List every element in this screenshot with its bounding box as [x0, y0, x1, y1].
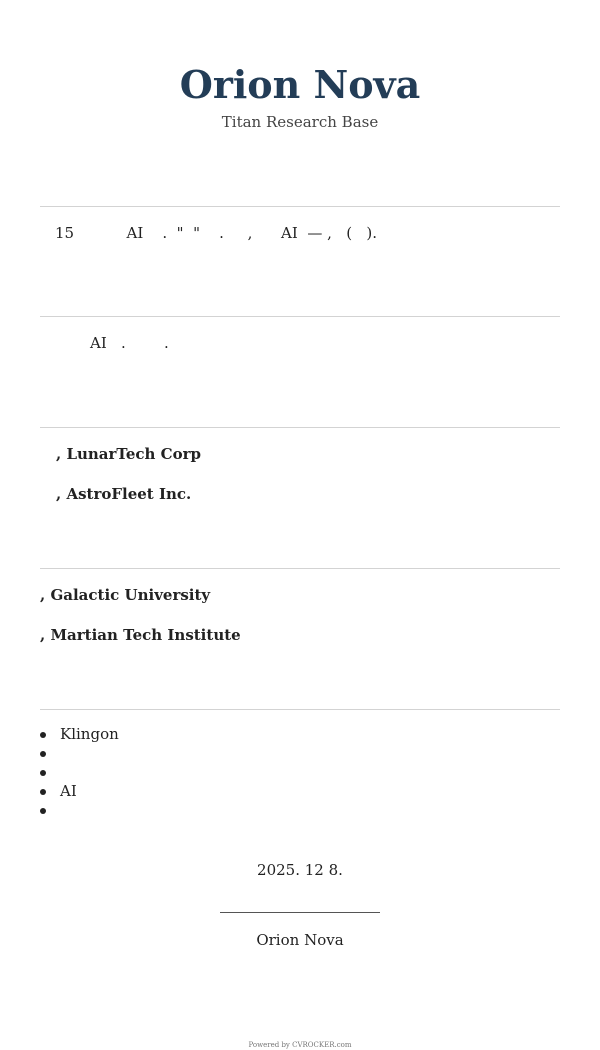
footer-credit: Powered by CVROCKER.com: [248, 1041, 352, 1049]
intro-text: 15 AI . " " . , AI — , ( ).: [55, 224, 377, 242]
skill-item: [40, 801, 119, 820]
skill-item: [40, 763, 119, 782]
bullet-icon: [40, 808, 46, 814]
signature-line: [220, 912, 380, 913]
section-divider: [40, 316, 560, 317]
section-divider: [40, 206, 560, 207]
skills-list: [40, 725, 119, 820]
bullet-icon: [40, 770, 46, 776]
education-item: , Galactic University: [40, 586, 211, 604]
bullet-icon: [40, 789, 46, 795]
education-item: , Martian Tech Institute: [40, 626, 241, 644]
resume-header: [0, 62, 600, 132]
signature-name: Orion Nova: [256, 931, 344, 949]
bullet-icon: [40, 751, 46, 757]
experience-item: , LunarTech Corp: [56, 445, 202, 463]
experience-item: , AstroFleet Inc.: [56, 485, 192, 503]
applicant-name: Orion Nova: [179, 62, 421, 107]
skill-item: [40, 782, 119, 801]
signature-date: 2025. 12 8.: [257, 861, 343, 879]
section-divider: [40, 709, 560, 710]
skill-item: [40, 725, 119, 744]
skill-item: [40, 744, 119, 763]
section-divider: [40, 568, 560, 569]
skill-label: AI: [60, 782, 77, 800]
skill-label: Klingon: [60, 725, 119, 743]
applicant-subtitle: Titan Research Base: [221, 113, 379, 131]
summary-text: AI . .: [90, 334, 169, 352]
section-divider: [40, 427, 560, 428]
bullet-icon: [40, 732, 46, 738]
